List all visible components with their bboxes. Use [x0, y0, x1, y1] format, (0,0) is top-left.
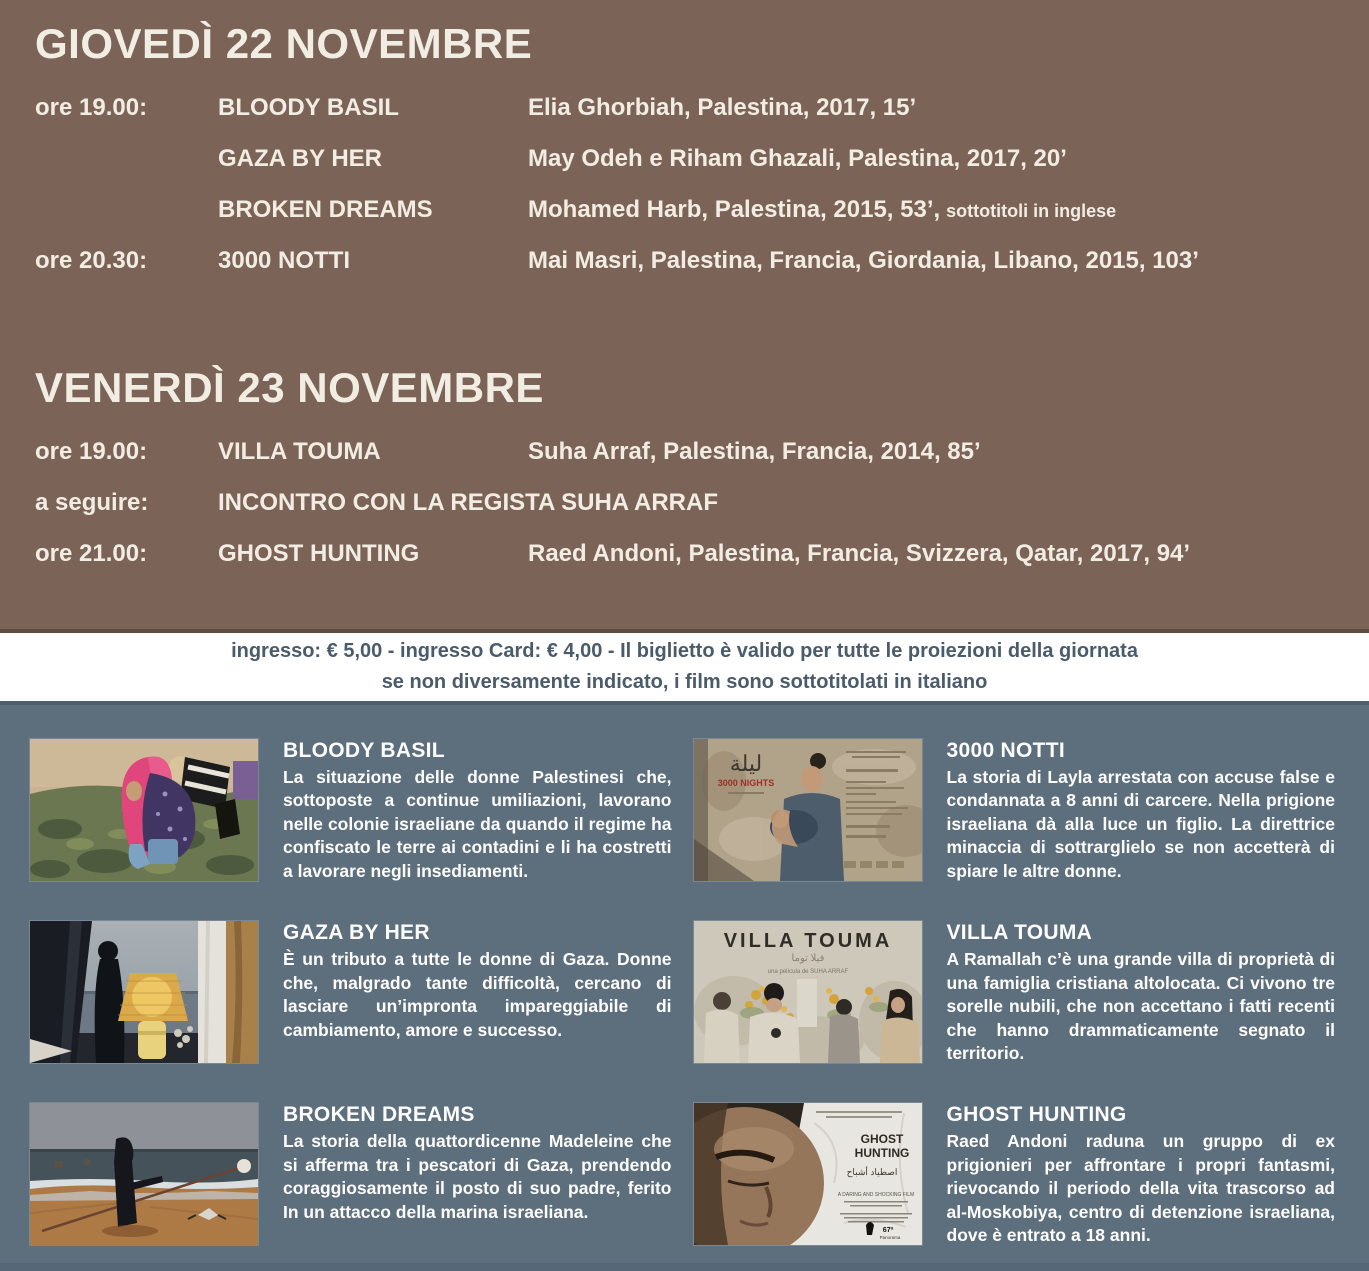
ticket-info-line1: ingresso: € 5,00 - ingresso Card: € 4,00 - Il biglietto è valido per tutte le proiezioni della giornata	[231, 640, 1138, 662]
screening-credits: Suha Arraf, Palestina, Francia, 2014, 85’	[528, 438, 981, 465]
berlinale-section-label: Panorama	[879, 1235, 900, 1241]
film-description: La situazione delle donne Palestinesi che, sottoposte a continue umiliazioni, lavorano nelle colonie israeliane da quando il regime ha confiscato le terre ai contadini e li ha costretti a lavorare negli insediamenti.	[283, 767, 672, 881]
day-block-thursday	[35, 20, 1339, 298]
field-scene-image	[30, 739, 258, 881]
film-description: È un tributo a tutte le donne di Gaza. Donne che, malgrado tante difficoltà, cercano di lasciare un’impronta impareggiabile di cambiamento, amore e successo.	[283, 949, 672, 1040]
poster-title-line1: GHOST	[860, 1132, 903, 1147]
film-card-ghost-hunting	[694, 1103, 1342, 1247]
villa-touma-poster-image	[694, 921, 922, 1063]
poster-arabic-title: فيلا توما	[791, 953, 824, 965]
schedule-row	[35, 540, 1339, 591]
screening-credits: Mai Masri, Palestina, Francia, Giordania, Libano, 2015, 103’	[528, 247, 1199, 274]
screening-event-title: INCONTRO CON LA REGISTA SUHA ARRAF	[218, 489, 718, 516]
screening-time: ore 20.30:	[35, 247, 148, 274]
screening-film-title: GAZA BY HER	[218, 145, 383, 172]
window-lamp-scene-image	[30, 921, 258, 1063]
day-title-thursday: GIOVEDÌ 22 NOVEMBRE	[35, 20, 533, 67]
schedule-row	[35, 94, 1339, 145]
screening-film-title: VILLA TOUMA	[218, 438, 381, 465]
film-card-3000-notti	[694, 739, 1342, 883]
film-description: La storia di Layla arrestata con accuse false e condannata a 8 anni di carcere. Nella prigione israeliana dà alla luce un figlio. La direttrice minaccia di sottrarglielo se non accetterà di spiare le altre donne.	[946, 767, 1335, 881]
film-description: La storia della quattordicenne Madeleine che si afferma tra i pescatori di Gaza, prendendo coraggiosamente il posto di suo padre, ferito In un attacco della marina israeliana.	[283, 1131, 672, 1222]
ticket-info-line2: se non diversamente indicato, i film sono sottotitolati in italiano	[381, 671, 988, 693]
poster-english-title: 3000 NIGHTS	[717, 778, 774, 788]
screening-film-title: 3000 NOTTI	[218, 247, 351, 274]
schedule-row	[35, 489, 1339, 540]
film-card-broken-dreams	[30, 1103, 678, 1247]
day-title-friday: VENERDÌ 23 NOVEMBRE	[35, 364, 544, 411]
film-text-block	[947, 921, 1342, 1065]
film-text-block	[283, 739, 678, 883]
film-text-block	[283, 921, 678, 1065]
ticket-info-band	[0, 629, 1369, 705]
ghost-hunting-poster-image	[694, 1103, 922, 1245]
film-title: GHOST HUNTING	[946, 1103, 1127, 1127]
film-text-block	[947, 739, 1342, 883]
beach-scene-image	[30, 1103, 258, 1245]
schedule-row	[35, 247, 1339, 298]
poster-byline: una película de SUHA ARRAF	[767, 969, 848, 976]
subtitles-note: sottotitoli in inglese	[946, 201, 1117, 221]
bottom-edge-strip	[0, 1263, 1369, 1271]
screening-credits: Elia Ghorbiah, Palestina, 2017, 15’	[528, 94, 917, 121]
schedule-section	[0, 0, 1369, 629]
bloody-basil-thumbnail	[30, 739, 258, 881]
film-title: 3000 NOTTI	[946, 739, 1066, 762]
film-descriptions-section	[0, 705, 1369, 1264]
film-text-block	[947, 1103, 1342, 1247]
screening-film-title: BROKEN DREAMS	[218, 196, 433, 223]
day-block-friday	[35, 364, 1339, 591]
film-title: VILLA TOUMA	[946, 921, 1093, 945]
screening-time: ore 21.00:	[35, 540, 148, 567]
berlinale-festival-number: 67ª	[882, 1227, 893, 1235]
broken-dreams-thumbnail	[30, 1103, 258, 1245]
3000-notti-thumbnail	[694, 739, 922, 881]
gaza-by-her-thumbnail	[30, 921, 258, 1063]
film-description: A Ramallah c’è una grande villa di proprietà di una famiglia cristiana altolocata. Ci vivono tre sorelle nubili, che non accettano i fatti recenti che hanno drammaticamente segnato il territorio.	[946, 949, 1335, 1063]
film-title: BROKEN DREAMS	[283, 1103, 475, 1127]
film-title: BLOODY BASIL	[283, 739, 445, 762]
screening-time: ore 19.00:	[35, 438, 148, 465]
screening-film-title: BLOODY BASIL	[218, 94, 399, 121]
screening-credits: May Odeh e Riham Ghazali, Palestina, 2017, 20’	[528, 145, 1067, 172]
screening-film-title: GHOST HUNTING	[218, 540, 420, 567]
film-card-villa-touma	[694, 921, 1342, 1065]
villa-touma-thumbnail	[694, 921, 922, 1063]
poster-arabic-title: ليلة	[729, 751, 762, 776]
schedule-row	[35, 145, 1339, 196]
3000-nights-poster-image	[694, 739, 922, 881]
schedule-row	[35, 438, 1339, 489]
screening-credits: Raed Andoni, Palestina, Francia, Svizzera, Qatar, 2017, 94’	[528, 540, 1191, 567]
ghost-hunting-thumbnail	[694, 1103, 922, 1245]
poster-tagline: A DARING AND SHOCKING FILM	[837, 1192, 914, 1199]
film-card-gaza-by-her	[30, 921, 678, 1065]
film-description: Raed Andoni raduna un gruppo di ex prigionieri per affrontare i propri fantasmi, rievocando il periodo della vita trascorso ad al-Moskobiya, centro di detenzione israeliana, dove è entrato a 18 anni.	[946, 1131, 1335, 1246]
film-text-block	[283, 1103, 678, 1247]
screening-time: ore 19.00:	[35, 94, 148, 121]
film-title: GAZA BY HER	[283, 921, 430, 945]
poster-title: VILLA TOUMA	[723, 930, 892, 953]
screening-credits: Mohamed Harb, Palestina, 2015, 53’, sottotitoli in inglese	[528, 196, 1117, 223]
film-card-bloody-basil	[30, 739, 678, 883]
schedule-row	[35, 196, 1339, 247]
poster-title-line2: HUNTING	[854, 1146, 909, 1161]
poster-arabic-title: اصطياد أشباح	[846, 1167, 897, 1178]
screening-time: a seguire:	[35, 489, 149, 516]
